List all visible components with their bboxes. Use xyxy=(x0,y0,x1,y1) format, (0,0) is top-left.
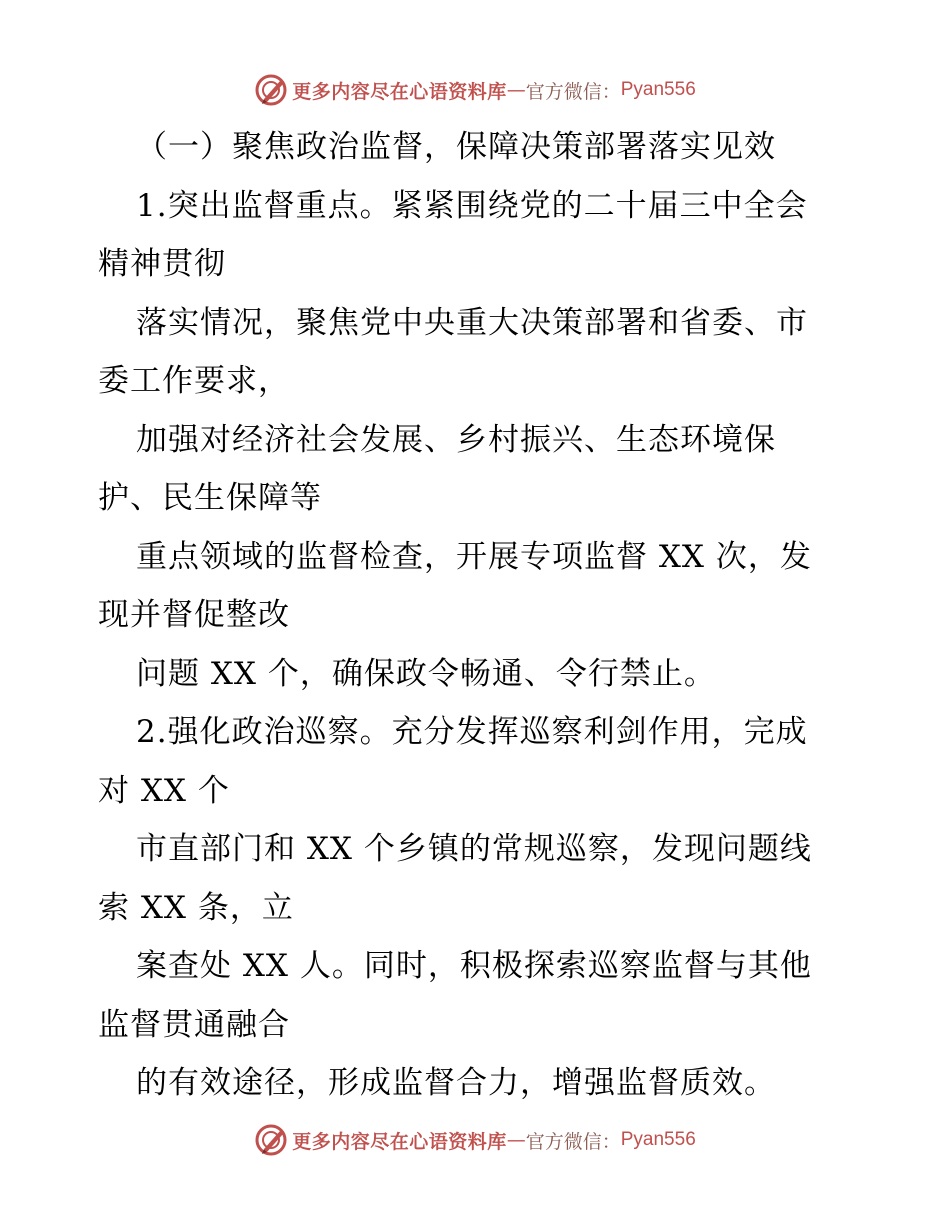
text-line: 加强对经济社会发展、乡村振兴、生态环境保 xyxy=(136,421,776,458)
header-banner xyxy=(0,70,950,110)
banner-dash: — xyxy=(506,1129,526,1151)
pen-logo-icon xyxy=(254,1123,288,1157)
text-line: 1.突出监督重点。紧紧围绕党的二十届三中全会 xyxy=(136,187,808,224)
text-line: 的有效途径，形成监督合力，增强监督质效。 xyxy=(136,1065,776,1101)
banner-main-text: 更多内容尽在心语资料库 xyxy=(292,1130,507,1153)
banner-dash: — xyxy=(506,79,526,101)
banner-wechat-id: Pyan556 xyxy=(620,79,696,100)
text-line: 对 XX 个 xyxy=(98,772,230,809)
text-line: 落实情况，聚焦党中央重大决策部署和省委、市 xyxy=(136,304,808,341)
text-line: 现并督促整改 xyxy=(98,597,290,633)
text-line: 监督贯通融合 xyxy=(98,1006,290,1043)
text-line: 案查处 XX 人。同时，积极探索巡察监督与其他 xyxy=(136,948,812,984)
banner-sub-text: 官方微信： xyxy=(525,1130,621,1153)
footer-banner xyxy=(0,1120,950,1160)
text-line: 2.强化政治巡察。充分发挥巡察利剑作用，完成 xyxy=(136,714,808,750)
text-line: 委工作要求， xyxy=(98,363,290,399)
text-line: 护、民生保障等 xyxy=(98,480,322,516)
text-line: 精神贯彻 xyxy=(98,246,226,282)
document-body xyxy=(98,118,858,1113)
text-line: 市直部门和 XX 个乡镇的常规巡察，发现问题线 xyxy=(136,831,812,867)
text-line: 重点领域的监督检查，开展专项监督 XX 次，发 xyxy=(136,538,812,575)
text-line: （一）聚焦政治监督，保障决策部署落实见效 xyxy=(136,129,776,165)
banner-sub-text: 官方微信： xyxy=(525,80,621,103)
pen-logo-icon xyxy=(254,73,288,107)
text-line: 索 XX 条，立 xyxy=(98,889,294,926)
banner-main-text: 更多内容尽在心语资料库 xyxy=(292,80,507,103)
text-line: 问题 XX 个，确保政令畅通、令行禁止。 xyxy=(136,655,716,692)
banner-wechat-id: Pyan556 xyxy=(620,1129,696,1150)
